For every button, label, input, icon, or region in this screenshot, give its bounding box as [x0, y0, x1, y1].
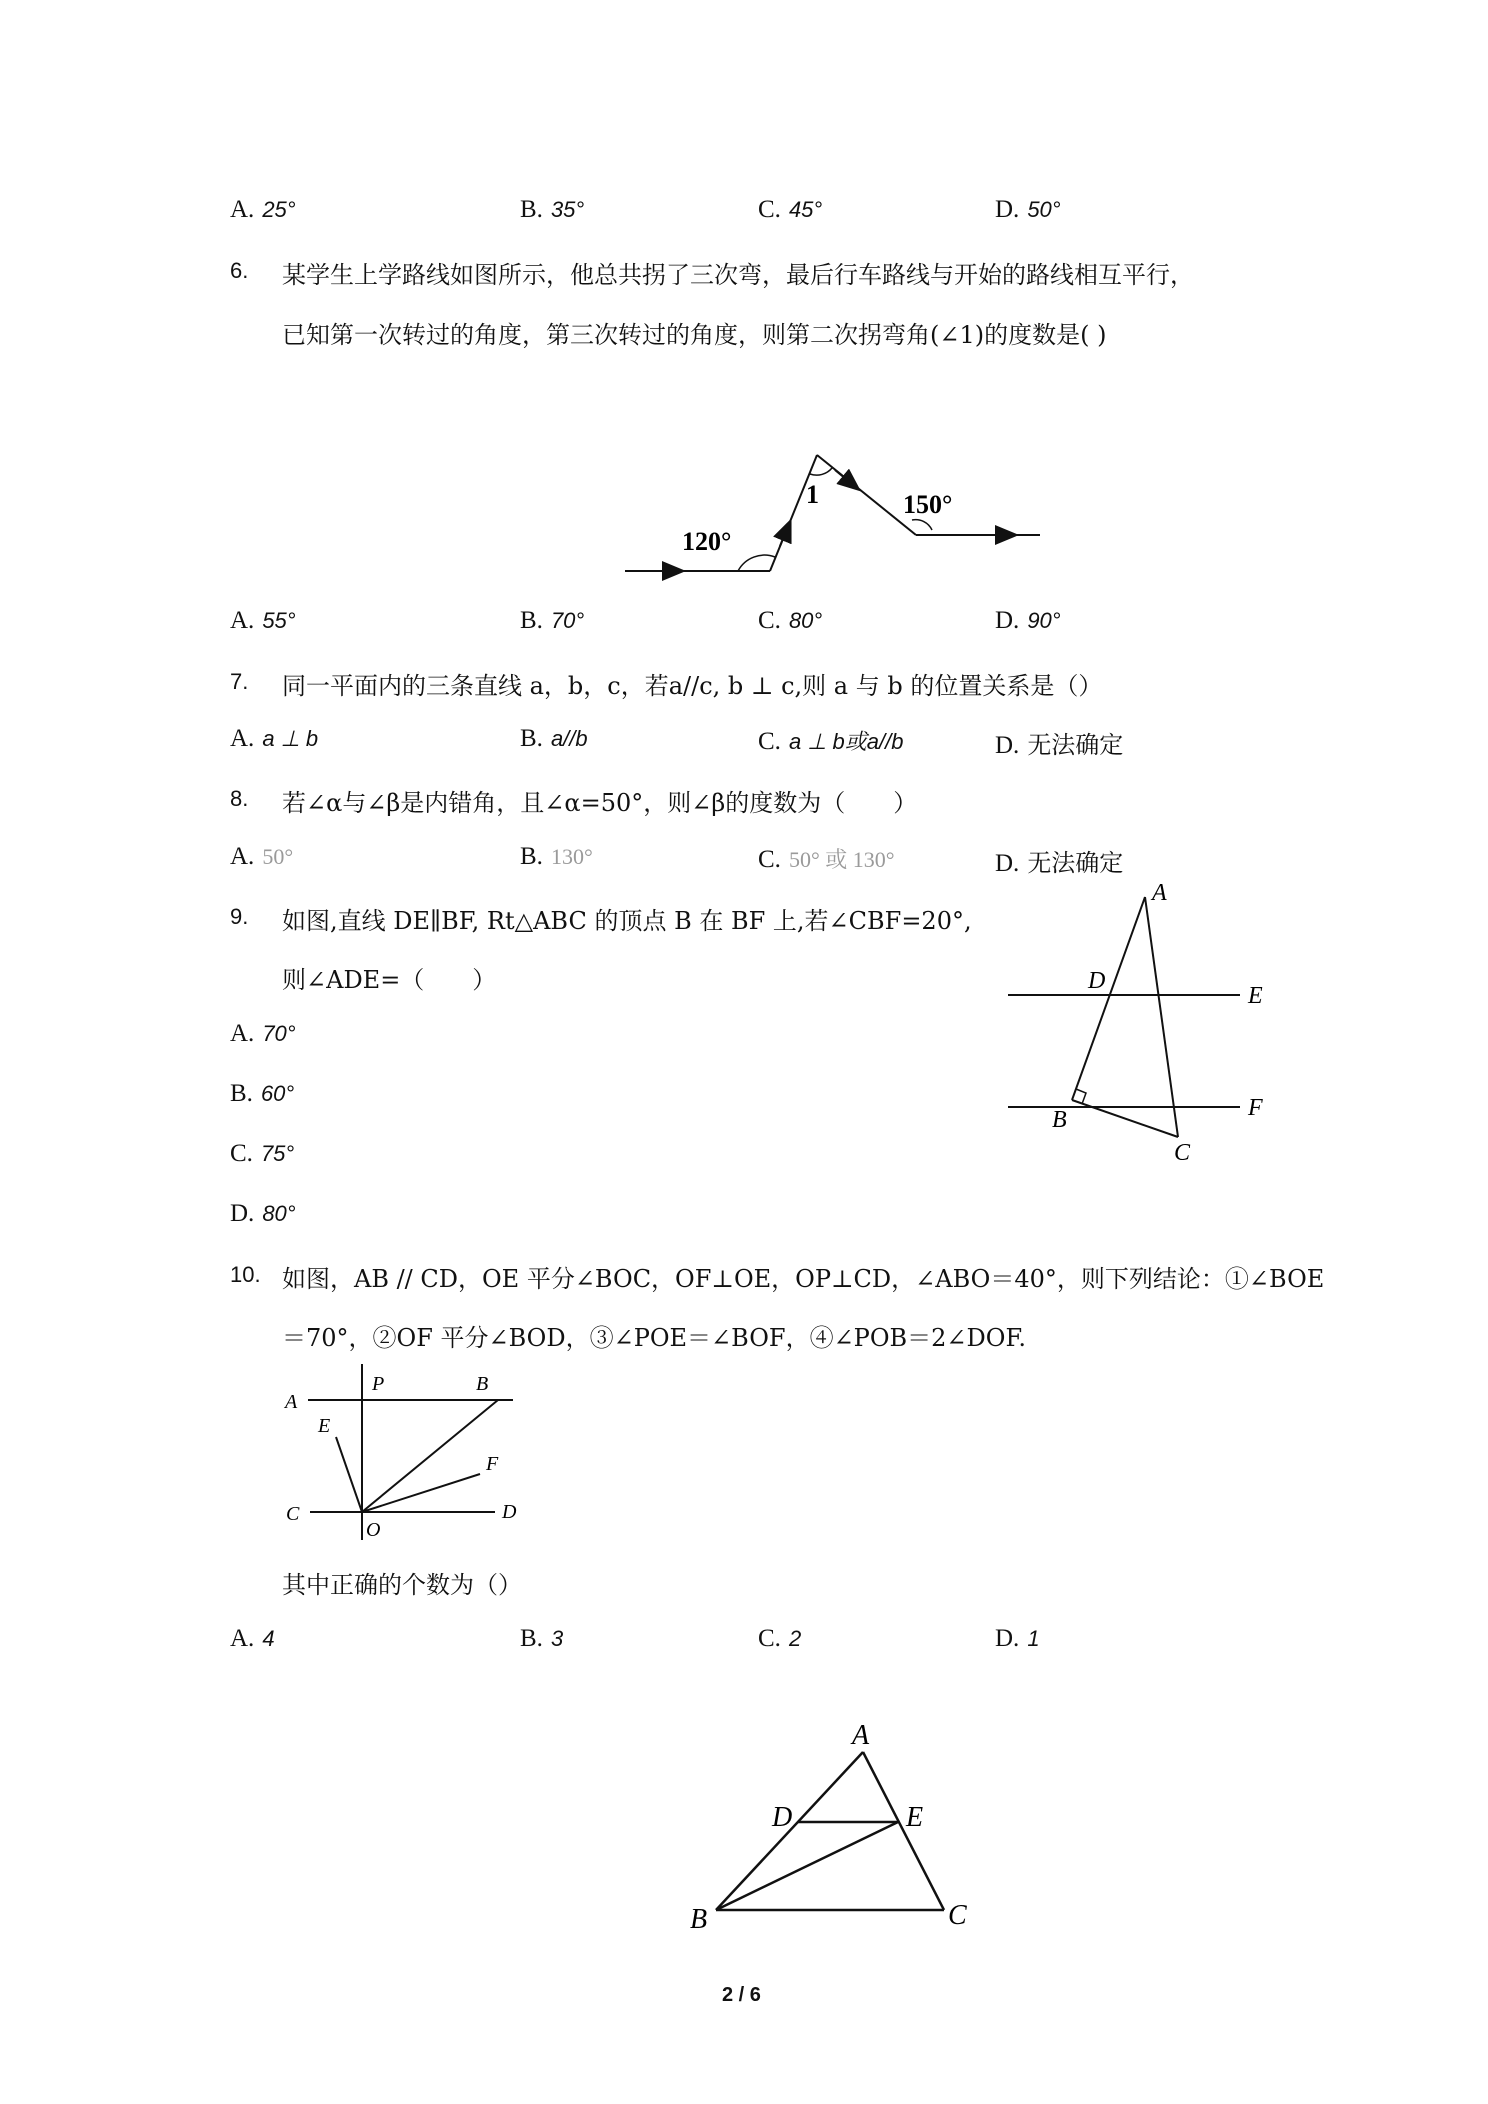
q10-option-d: D. 1	[995, 1625, 1040, 1652]
label-e: E	[906, 1802, 924, 1833]
label-b: B	[476, 1373, 489, 1395]
q6-option-c: C. 80°	[758, 607, 823, 634]
angle-1-label: 1	[806, 480, 819, 509]
route-segment-3	[817, 455, 916, 535]
q6-text-line1: 某学生上学路线如图所示，他总共拐了三次弯，最后行车路线与开始的路线相互平行，	[282, 261, 1194, 289]
q7-option-a: A. a ⊥ b	[230, 725, 319, 752]
angle-120-label: 120°	[682, 527, 732, 556]
label-p: P	[372, 1373, 385, 1395]
q8-option-b: B. 130°	[520, 843, 593, 870]
q9-option-b: B. 60°	[230, 1080, 295, 1107]
q5-option-c: C. 45°	[758, 196, 823, 223]
q6-option-d: D. 90°	[995, 607, 1061, 634]
q10-number: 10.	[230, 1262, 261, 1287]
q7-option-b: B. a//b	[520, 725, 588, 752]
bottom-triangle-figure	[680, 1720, 990, 1940]
q8-number: 8.	[230, 786, 249, 811]
label-c: C	[948, 1900, 967, 1931]
q6-option-b: B. 70°	[520, 607, 585, 634]
segment-be	[716, 1822, 898, 1910]
label-a: A	[1152, 880, 1167, 906]
q10-text-line2: ＝70°，②OF 平分∠BOD，③∠POE＝∠BOF，④∠POB＝2∠DOF.	[282, 1324, 1026, 1352]
q10-figure	[280, 1362, 550, 1552]
q7-number: 7.	[230, 669, 249, 694]
q8-option-c: C. 50° 或 130°	[758, 846, 895, 873]
label-f: F	[486, 1453, 499, 1475]
route-segment-2	[770, 455, 817, 571]
label-c: C	[1174, 1140, 1191, 1165]
q9-option-a: A. 70°	[230, 1020, 296, 1047]
label-a: A	[852, 1720, 870, 1751]
q9-option-d: D. 80°	[230, 1200, 296, 1227]
q5-option-d: D. 50°	[995, 196, 1061, 223]
label-f: F	[1248, 1095, 1263, 1121]
q9-option-c: C. 75°	[230, 1140, 295, 1167]
page-number: 2 / 6	[722, 1984, 761, 2006]
q10-option-c: C. 2	[758, 1625, 802, 1652]
q8-text-line1: 若∠α与∠β是内错角，且∠α=50°，则∠β的度数为（ ）	[282, 789, 918, 817]
label-e: E	[1248, 983, 1263, 1009]
q8-option-d: D. 无法确定	[995, 849, 1124, 877]
label-e: E	[318, 1415, 331, 1437]
label-b: B	[1052, 1107, 1067, 1133]
label-o: O	[366, 1519, 381, 1541]
q7-text-line1: 同一平面内的三条直线 a，b，c，若a//c, b ⊥ c,则 a 与 b 的位置关系是（）	[282, 672, 1103, 700]
q10-option-b: B. 3	[520, 1625, 564, 1652]
q5-option-a: A. 25°	[230, 196, 296, 223]
label-d: D	[1088, 968, 1106, 994]
q10-text-line1: 如图，AB // CD，OE 平分∠BOC，OF⊥OE，OP⊥CD，∠ABO＝40°，则下列结论：①∠BOE	[282, 1265, 1325, 1293]
q7-option-c: C. a ⊥ b或a//b	[758, 728, 904, 755]
segment-ac	[1145, 897, 1178, 1137]
q9-number: 9.	[230, 904, 249, 929]
q10-option-a: A. 4	[230, 1625, 275, 1652]
segment-ab	[1072, 897, 1145, 1100]
segment-ac	[863, 1752, 944, 1910]
label-d: D	[502, 1501, 517, 1523]
segment-ob	[362, 1400, 498, 1512]
label-c: C	[286, 1503, 300, 1525]
label-d: D	[772, 1802, 793, 1833]
q6-number: 6.	[230, 258, 249, 283]
q6-route-figure	[610, 440, 1050, 590]
segment-of	[362, 1474, 480, 1512]
q6-text-line2: 已知第一次转过的角度，第三次转过的角度，则第二次拐弯角(∠1)的度数是( )	[282, 321, 1107, 349]
angle-150-label: 150°	[903, 490, 953, 519]
q6-option-a: A. 55°	[230, 607, 296, 634]
label-b: B	[690, 1904, 708, 1935]
q9-figure	[1000, 875, 1280, 1165]
q7-option-d: D. 无法确定	[995, 731, 1124, 759]
q5-option-b: B. 35°	[520, 196, 585, 223]
segment-oe	[336, 1437, 362, 1512]
q9-text-line2: 则∠ADE=（ ）	[282, 966, 497, 994]
segment-bc	[1072, 1100, 1178, 1137]
q8-option-a: A. 50°	[230, 843, 294, 870]
q10-text-line3: 其中正确的个数为（）	[282, 1571, 522, 1599]
label-a: A	[285, 1391, 298, 1413]
q9-text-line1: 如图,直线 DE∥BF, Rt△ABC 的顶点 B 在 BF 上,若∠CBF=20°,	[282, 907, 972, 935]
